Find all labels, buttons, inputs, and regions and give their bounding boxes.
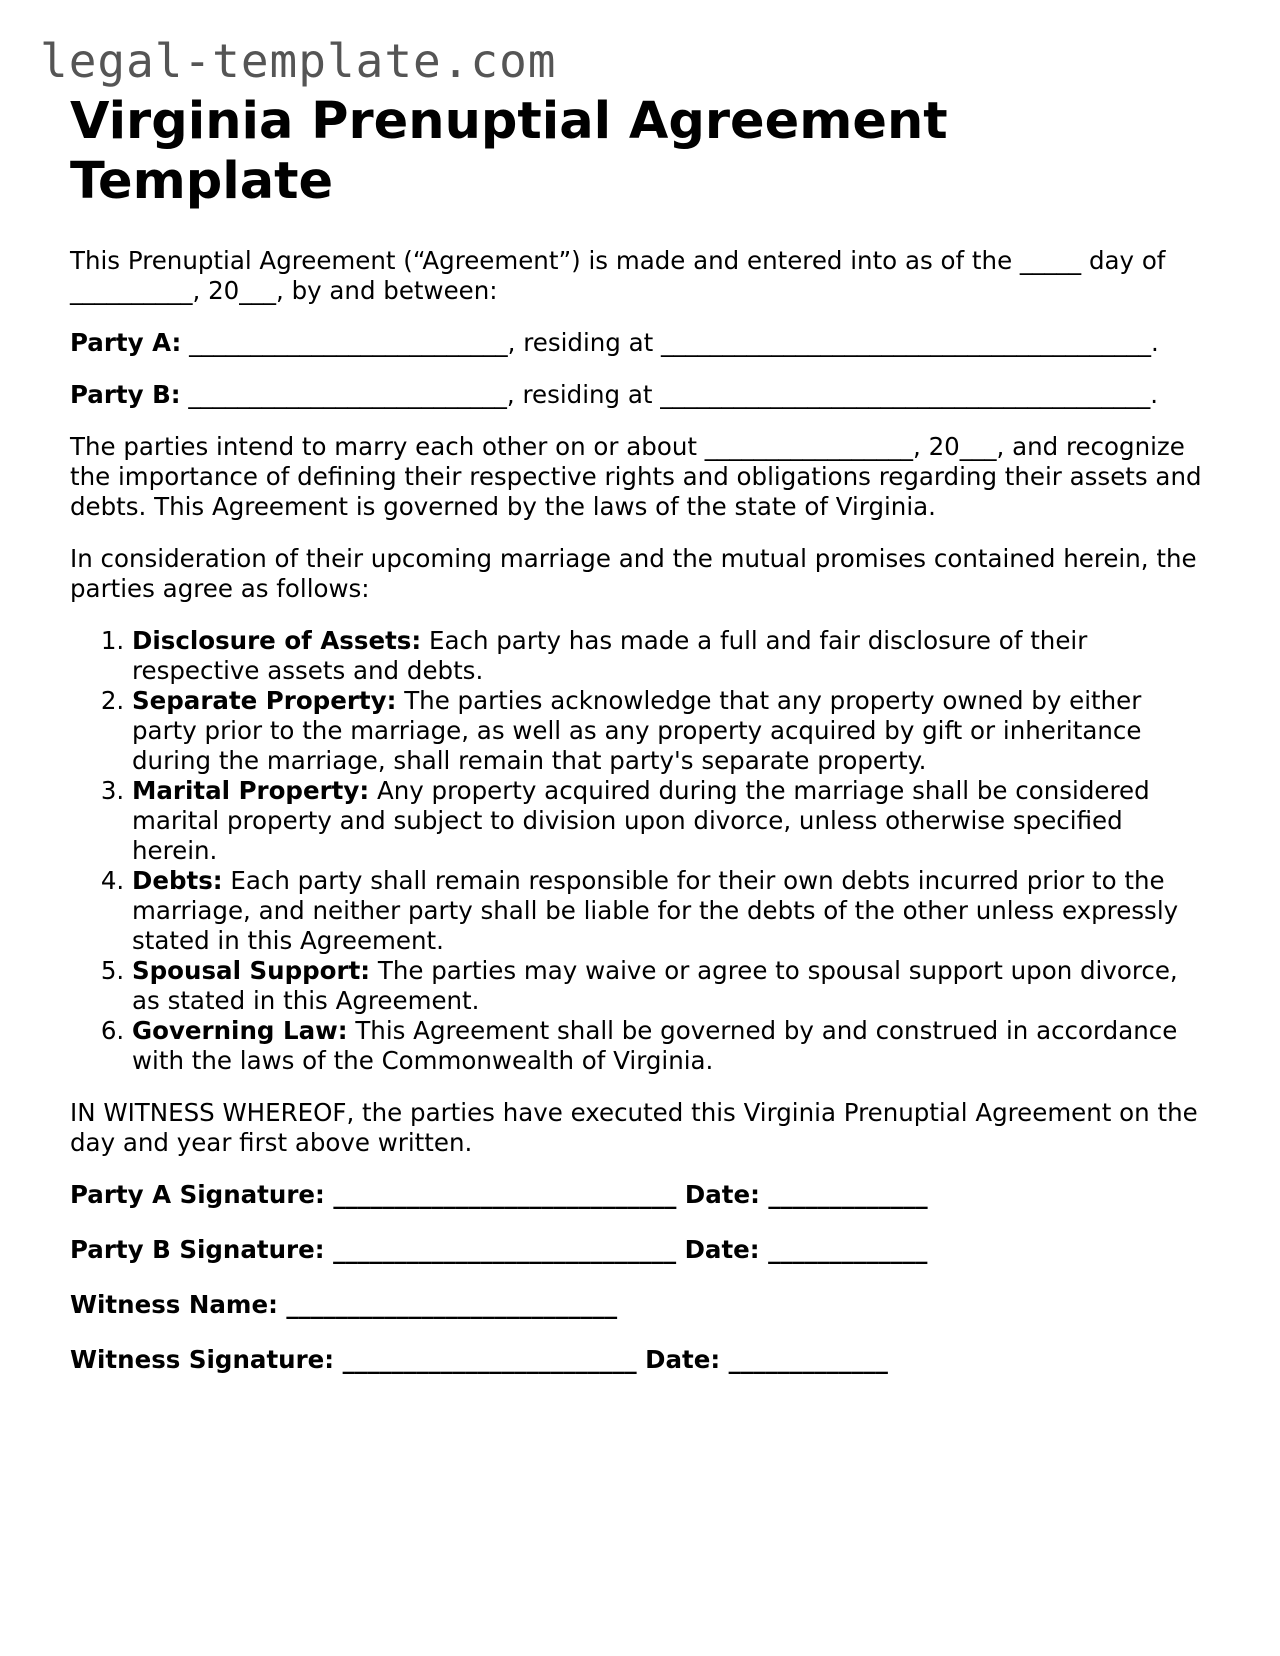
clause-text: The parties acknowledge that any property owned by either party prior to the marriage, as well as any property acquired by gift or inheritance during the marriage, shall remain that party's separate property.: [132, 686, 1142, 775]
witness-paragraph: IN WITNESS WHEREOF, the parties have executed this Virginia Prenuptial Agreement on the day and year first above written.: [70, 1098, 1198, 1157]
party-b-line: [70, 380, 1210, 410]
consideration-paragraph: In consideration of their upcoming marriage and the mutual promises contained herein, the parties agree as follows:: [70, 544, 1197, 603]
clause-title: Spousal Support:: [132, 956, 371, 985]
document-body: [70, 92, 1210, 1400]
marry-paragraph: The parties intend to marry each other on or about _________________, 20___, and recognize the importance of defining their respective rights and obligations regarding their assets and debts. This Agreement is governed by the laws of the state of Virginia.: [70, 432, 1202, 521]
clause-item: [132, 866, 1210, 956]
clause-title: Marital Property:: [132, 776, 370, 805]
party-a-fields: __________________________, residing at ________________________________________.: [181, 328, 1159, 357]
party-b-label: Party B:: [70, 380, 181, 409]
clause-text: Each party shall remain responsible for their own debts incurred prior to the marriage, and neither party shall be liable for the debts of the other unless expressly stated in this Agreement.: [132, 866, 1179, 955]
clause-title: Governing Law:: [132, 1016, 348, 1045]
document-title: Virginia Prenuptial Agreement Template: [70, 92, 948, 211]
clause-title: Disclosure of Assets:: [132, 626, 422, 655]
clause-item: [132, 956, 1210, 1016]
clause-item: [132, 1016, 1210, 1076]
clause-item: [132, 626, 1210, 686]
clause-item: [132, 686, 1210, 776]
watermark: legal-template.com: [40, 34, 557, 88]
clause-title: Debts:: [132, 866, 223, 895]
party-a-line: [70, 328, 1210, 358]
party-b-signature-line: Party B Signature: ____________________________ Date: _____________: [70, 1235, 928, 1264]
clause-text: The parties may waive or agree to spousal support upon divorce, as stated in this Agreement.: [132, 956, 1178, 1015]
clause-list: [70, 626, 1210, 1076]
witness-name-line: Witness Name: ___________________________: [70, 1290, 618, 1319]
party-b-fields: __________________________, residing at ________________________________________.: [180, 380, 1159, 409]
clause-title: Separate Property:: [132, 686, 397, 715]
intro-paragraph: This Prenuptial Agreement (“Agreement”) is made and entered into as of the _____ day of __________, 20___, by and between:: [70, 246, 1166, 305]
witness-signature-line: Witness Signature: ________________________ Date: _____________: [70, 1345, 888, 1374]
party-a-signature-line: Party A Signature: ____________________________ Date: _____________: [70, 1180, 928, 1209]
clause-item: [132, 776, 1210, 866]
clause-text: This Agreement shall be governed by and construed in accordance with the laws of the Commonwealth of Virginia.: [132, 1016, 1178, 1075]
clause-text: Each party has made a full and fair disclosure of their respective assets and debts.: [132, 626, 1088, 685]
clause-text: Any property acquired during the marriage shall be considered marital property and subject to division upon divorce, unless otherwise specified herein.: [132, 776, 1150, 865]
party-a-label: Party A:: [70, 328, 182, 357]
